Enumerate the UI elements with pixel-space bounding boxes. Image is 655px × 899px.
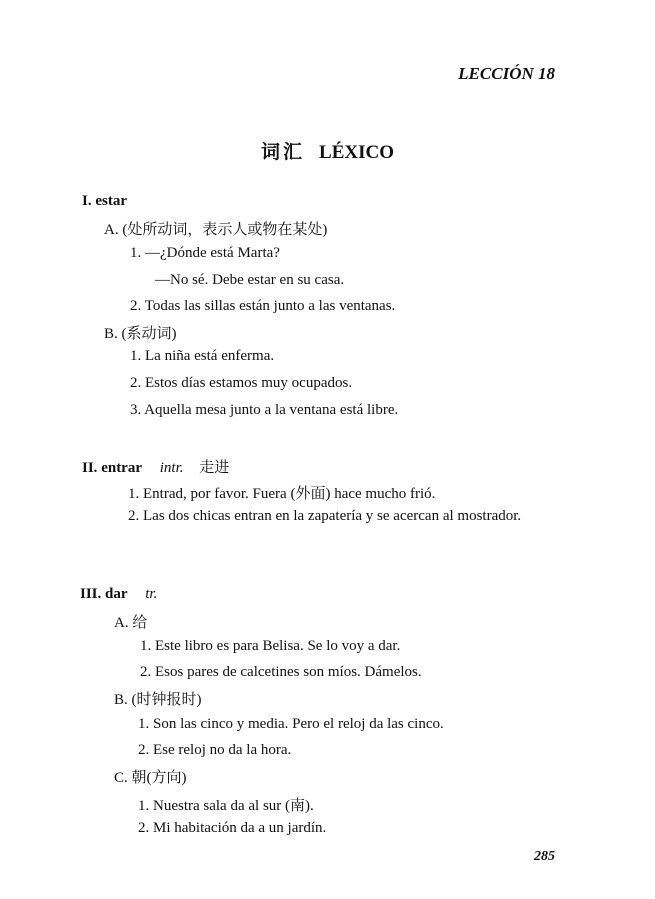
example-line: 2. Esos pares de calcetines son míos. Dámelos.	[140, 664, 422, 680]
example-line: 3. Aquella mesa junto a la ventana está libre.	[130, 402, 399, 418]
section-heading-iii: III. dar tr.	[80, 586, 158, 602]
example-line: 1. —¿Dónde está Marta?	[130, 245, 280, 261]
sense-label: B. (系动词)	[104, 326, 177, 342]
example-line: 1. Entrad, por favor. Fuera (外面) hace mucho frió.	[128, 486, 436, 502]
example-line: 2. Todas las sillas están junto a las ventanas.	[130, 298, 396, 314]
gloss: 走进	[199, 460, 230, 476]
headword: estar	[95, 193, 127, 209]
example-line: 1. La niña está enferma.	[130, 348, 275, 364]
page-title	[0, 137, 655, 164]
example-line: 2. Las dos chicas entran en la zapatería y se acercan al mostrador.	[128, 508, 522, 524]
section-heading-ii: II. entrar intr. 走进	[82, 460, 230, 476]
chapter-header: LECCIÓN 18	[458, 64, 555, 83]
sense-label: B. (时钟报时)	[114, 692, 202, 708]
example-line: 2. Estos días estamos muy ocupados.	[130, 375, 353, 391]
example-line: 1. Este libro es para Belisa. Se lo voy a dar.	[140, 638, 401, 654]
grammar-tag: tr.	[145, 586, 158, 602]
example-line: —No sé. Debe estar en su casa.	[155, 272, 345, 288]
sense-label: A. (处所动词，表示人或物在某处)	[104, 222, 328, 238]
example-line: 2. Mi habitación da a un jardín.	[138, 820, 327, 836]
headword: entrar	[101, 460, 142, 476]
example-line: 1. Nuestra sala da al sur (南).	[138, 798, 314, 814]
section-heading-i: I. estar	[82, 193, 127, 209]
title-spanish: LÉXICO	[319, 142, 394, 163]
sense-label: A. 给	[114, 615, 148, 631]
sense-label: C. 朝(方向)	[114, 770, 187, 786]
grammar-tag: intr.	[159, 460, 184, 476]
headword: dar	[105, 586, 128, 602]
example-line: 2. Ese reloj no da la hora.	[138, 742, 292, 758]
example-line: 1. Son las cinco y media. Pero el reloj da las cinco.	[138, 716, 444, 732]
title-chinese: 词汇	[261, 142, 306, 163]
page-number: 285	[534, 849, 555, 864]
